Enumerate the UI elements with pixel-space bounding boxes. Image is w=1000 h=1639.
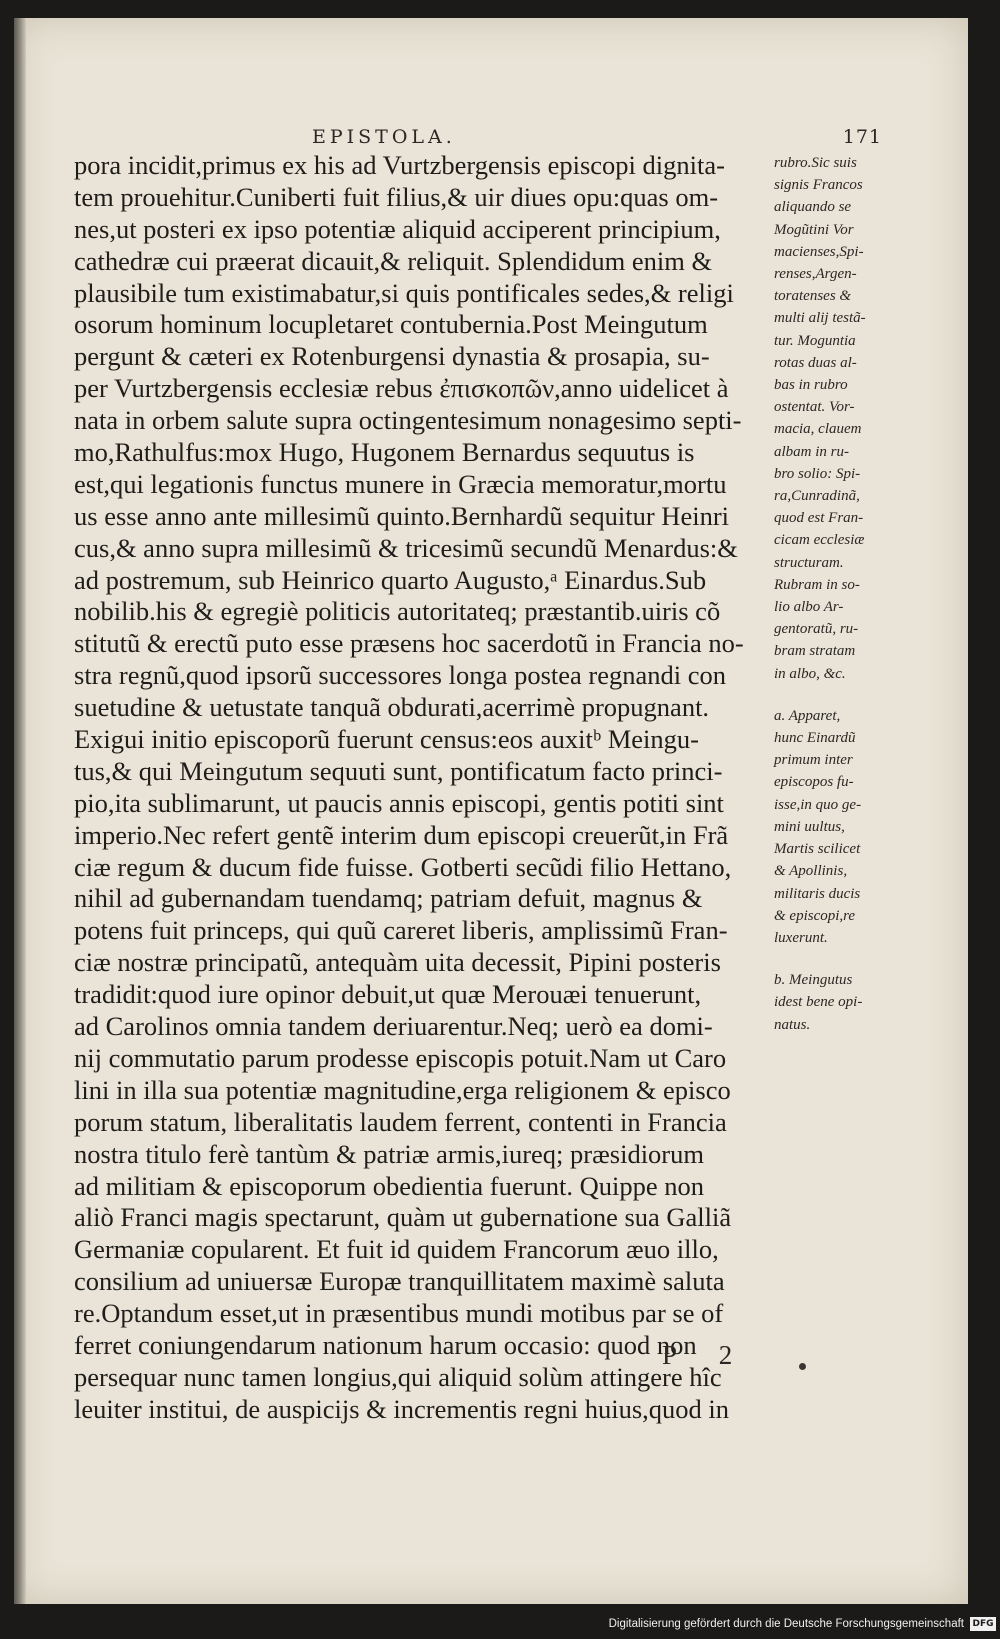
text-line: nij commutatio parum prodesse episcopis potuit.Nam ut Caro bbox=[74, 1042, 727, 1073]
margin-note-line: cicam ecclesiæ bbox=[774, 532, 865, 549]
text-line: pio,ita sublimarunt, ut paucis annis episcopi, gentis potiti sint bbox=[74, 787, 724, 818]
margin-note-1 bbox=[774, 152, 894, 685]
main-text-block bbox=[74, 150, 764, 1426]
text-line: tus,& qui Meingutum sequuti sunt, pontificatum facto princi- bbox=[74, 755, 723, 786]
signature-mark: P 2 bbox=[662, 1340, 751, 1370]
text-line: est,qui legationis functus munere in Græcia memoratur,mortu bbox=[74, 468, 727, 499]
text-line: lini in illa sua potentiæ magnitudine,erga religionem & episco bbox=[74, 1074, 731, 1105]
margin-note-line: Rubram in so- bbox=[774, 576, 860, 593]
text-line: pergunt & cæteri ex Rotenburgensi dynastia & prosapia, su- bbox=[74, 341, 710, 372]
margin-note-line: Mogũtini Vor bbox=[774, 221, 854, 238]
text-line: porum statum, liberalitatis laudem ferrent, contenti in Francia bbox=[74, 1106, 727, 1137]
text-line: nata in orbem salute supra octingentesimum nonagesimo septi- bbox=[74, 405, 742, 436]
text-line: ad postremum, sub Heinrico quarto Augusto,ᵃ Einardus.Sub bbox=[74, 564, 707, 595]
margin-note-line: isse,in quo ge- bbox=[774, 796, 862, 813]
margin-note-line: & Apollinis, bbox=[774, 863, 848, 880]
text-line: tem prouehitur.Cuniberti fuit filius,& uir diues opu:quas om- bbox=[74, 181, 719, 212]
text-line: re.Optandum esset,ut in præsentibus mundi motibus par se of bbox=[74, 1298, 724, 1329]
margin-note-line: Martis scilicet bbox=[774, 841, 861, 858]
margin-note-line: luxerunt. bbox=[774, 929, 828, 946]
margin-note-line: mini uultus, bbox=[774, 818, 845, 835]
text-line: nostra titulo ferè tantùm & patriæ armis,iureq; præsidiorum bbox=[74, 1138, 704, 1169]
text-line: ad militiam & episcoporum obedientia fuerunt. Quippe non bbox=[74, 1170, 704, 1201]
margin-note-line: ra,Cunradinã, bbox=[774, 488, 860, 505]
margin-note-line: renses,Argen- bbox=[774, 266, 857, 283]
text-line: osorum hominum locupletaret contubernia.Post Meingutum bbox=[74, 309, 708, 340]
margin-note-line: lio albo Ar- bbox=[774, 599, 844, 616]
text-line: nihil ad gubernandam tuendamq; patriam defuit, magnus & bbox=[74, 883, 703, 914]
margin-note-line: bas in rubro bbox=[774, 377, 848, 394]
text-line: leuiter institui, de auspicijs & incrementis regni huius,quod in bbox=[74, 1393, 730, 1424]
margin-note-line: militaris ducis bbox=[774, 885, 861, 902]
text-line: tradidit:quod iure opinor debuit,ut quæ Merouæi tenuerunt, bbox=[74, 979, 702, 1010]
margin-note-line: macienses,Spi- bbox=[774, 243, 864, 260]
margin-note-line: in albo, &c. bbox=[774, 665, 846, 682]
margin-note-line: a. Apparet, bbox=[774, 707, 841, 724]
text-line: Germaniæ copularent. Et fuit id quidem Francorum æuo illo, bbox=[74, 1234, 719, 1265]
margin-note-line: quod est Fran- bbox=[774, 510, 864, 527]
margin-note-2 bbox=[774, 705, 894, 949]
book-spine-edge bbox=[14, 18, 26, 1604]
text-line: us esse anno ante millesimũ quinto.Bernhardũ sequitur Heinri bbox=[74, 500, 730, 531]
text-line: stra regnũ,quod ipsorũ successores longa postea regnandi con bbox=[74, 660, 727, 691]
margin-note-line: rubro.Sic suis bbox=[774, 155, 857, 171]
margin-note-line: tur. Moguntia bbox=[774, 332, 856, 349]
text-line: consilium ad uniuersæ Europæ tranquillitatem maximè saluta bbox=[74, 1266, 725, 1297]
margin-note-line: primum inter bbox=[774, 752, 853, 769]
margin-note-line: & episcopi,re bbox=[774, 907, 856, 924]
text-line: per Vurtzbergensis ecclesiæ rebus ἐπισκοπῶν,anno uidelicet à bbox=[74, 373, 729, 404]
dfg-logo: DFG bbox=[970, 1617, 996, 1631]
text-line: ciæ nostræ principatũ, antequàm uita decessit, Pipini posteris bbox=[74, 947, 721, 978]
ink-dot bbox=[799, 1363, 806, 1370]
text-line: aliò Franci magis spectarunt, quàm ut gubernatione sua Galliã bbox=[74, 1202, 732, 1233]
text-line: mo,Rathulfus:mox Hugo, Hugonem Bernardus sequutus is bbox=[74, 437, 695, 468]
running-title: EPISTOLA. bbox=[312, 126, 456, 148]
margin-note-line: natus. bbox=[774, 1016, 811, 1033]
text-line: cathedræ cui præerat dicauit,& reliquit. Splendidum enim & bbox=[74, 245, 713, 276]
text-line: cus,& anno supra millesimũ & tricesimũ secundũ Menardus:& bbox=[74, 532, 738, 563]
margin-note-line: ostentat. Vor- bbox=[774, 399, 855, 416]
text-line: suetudine & uetustate tanquã obdurati,acerrimè propugnant. bbox=[74, 692, 710, 723]
margin-note-line: bro solio: Spi- bbox=[774, 465, 861, 482]
margin-note-line: rotas duas al- bbox=[774, 354, 857, 371]
text-line: ad Carolinos omnia tandem deriuarentur.Neq; uerò ea domi- bbox=[74, 1011, 713, 1042]
text-line: ferret coniungendarum nationum harum occasio: quod non bbox=[74, 1329, 697, 1360]
margin-note-line: bram stratam bbox=[774, 643, 856, 660]
margin-notes bbox=[774, 152, 894, 1036]
page-number: 171 bbox=[842, 126, 882, 148]
footer-bar bbox=[0, 1614, 1000, 1639]
margin-note-line: macia, clauem bbox=[774, 421, 862, 438]
margin-note-line: signis Francos bbox=[774, 177, 863, 194]
margin-note-line: aliquando se bbox=[774, 199, 852, 216]
text-line: nes,ut posteri ex ipso potentiæ aliquid acciperent principium, bbox=[74, 213, 721, 244]
margin-note-line: b. Meingutus bbox=[774, 972, 853, 989]
text-line: pora incidit,primus ex his ad Vurtzbergensis episcopi dignita- bbox=[74, 150, 725, 180]
margin-note-line: hunc Einardũ bbox=[774, 730, 856, 747]
text-line: nobilib.his & egregiè politicis autoritateq; præstantib.uiris cõ bbox=[74, 596, 721, 627]
margin-note-line: albam in ru- bbox=[774, 443, 849, 460]
text-line: stitutũ & erectũ puto esse præsens hoc sacerdotũ in Francia no- bbox=[74, 628, 744, 659]
margin-note-line: episcopos fu- bbox=[774, 774, 854, 791]
margin-note-3 bbox=[774, 969, 894, 1036]
margin-note-line: multi alij testã- bbox=[774, 310, 866, 327]
text-line: plausibile tum existimabatur,si quis pontificales sedes,& religi bbox=[74, 277, 734, 308]
funding-credit: Digitalisierung gefördert durch die Deutsche Forschungsgemeinschaft bbox=[608, 1618, 964, 1630]
running-head bbox=[312, 126, 882, 148]
text-line: Exigui initio episcoporũ fuerunt census:eos auxitᵇ Meingu- bbox=[74, 724, 699, 755]
margin-note-line: gentoratũ, ru- bbox=[774, 621, 859, 638]
text-line: potens fuit princeps, qui quũ careret liberis, amplissimũ Fran- bbox=[74, 915, 728, 946]
text-line: imperio.Nec refert gentẽ interim dum episcopi creuerũt,in Frã bbox=[74, 819, 729, 850]
margin-note-line: structuram. bbox=[774, 554, 844, 571]
margin-note-line: toratenses & bbox=[774, 288, 852, 305]
margin-note-line: idest bene opi- bbox=[774, 994, 863, 1011]
text-line: persequar nunc tamen longius,qui aliquid solùm attingere hîc bbox=[74, 1361, 722, 1392]
text-line: ciæ regum & ducum fide fuisse. Gotberti secũdi filio Hettano, bbox=[74, 851, 732, 882]
